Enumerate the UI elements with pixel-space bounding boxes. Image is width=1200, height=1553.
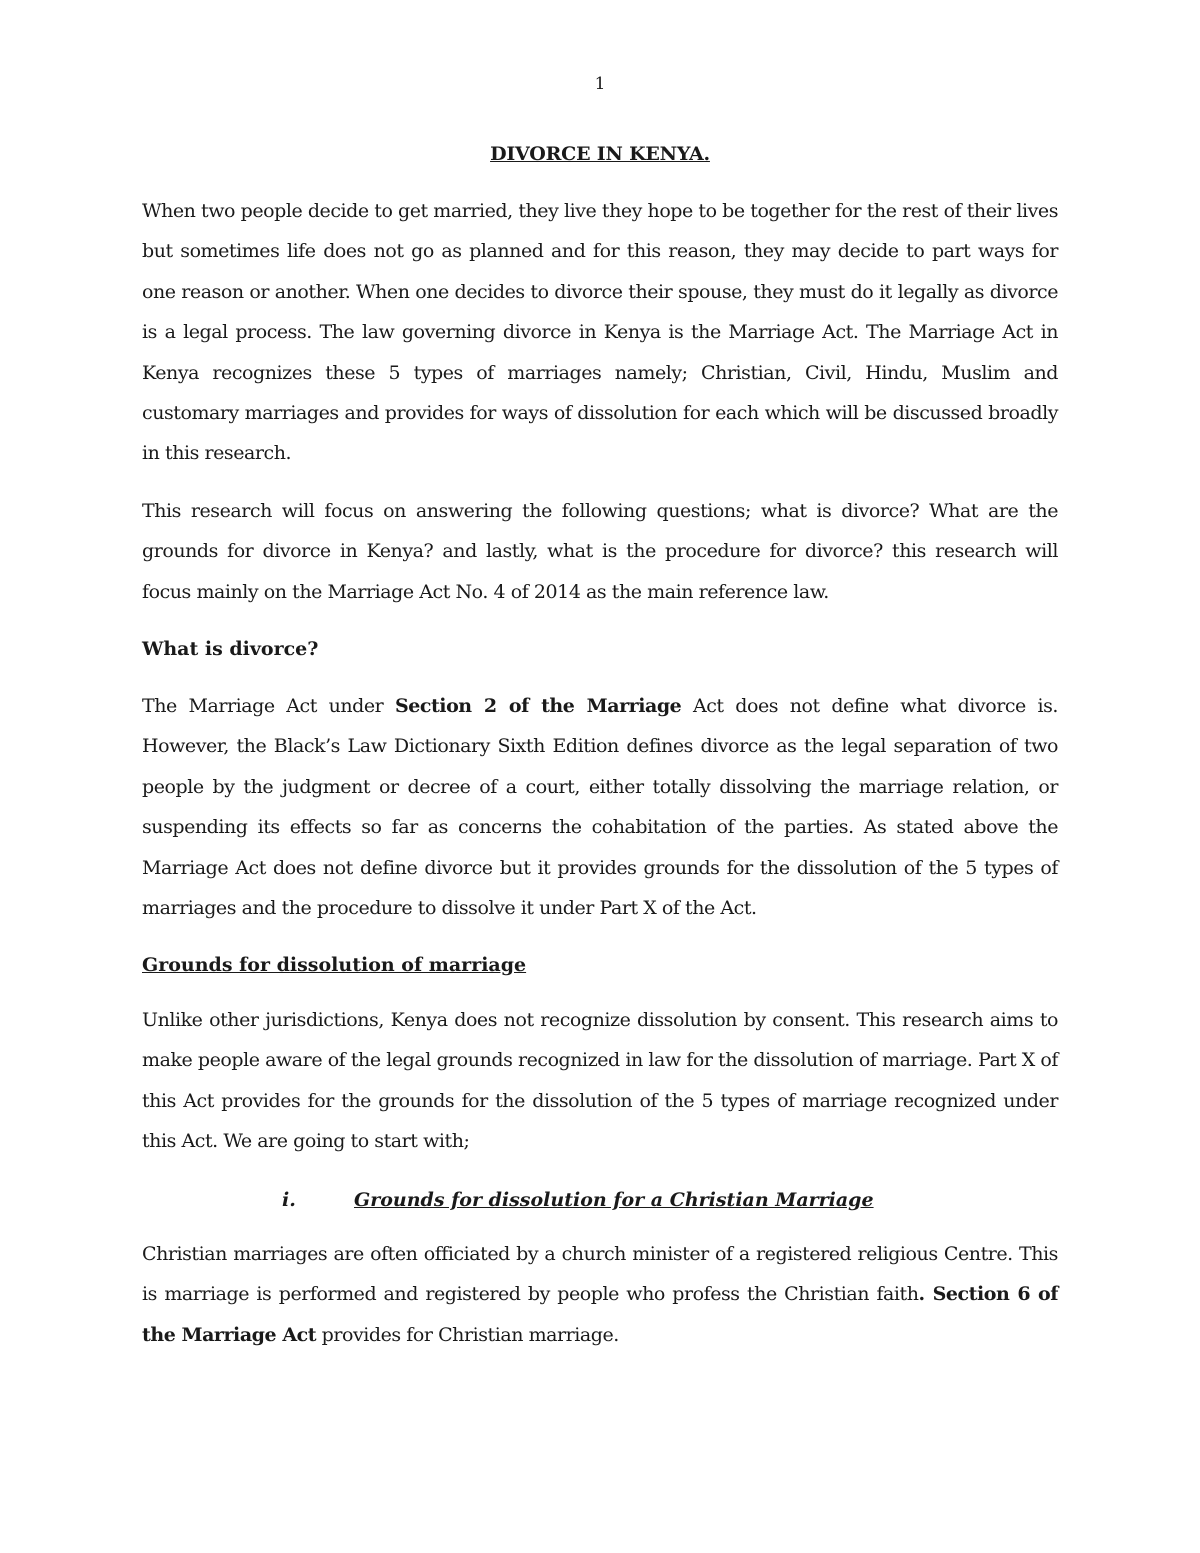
subheading-number: i.: [282, 1189, 296, 1211]
grounds-paragraph: Unlike other jurisdictions, Kenya does not recognize dissolution by consent. This research aims to make people aware of the legal grounds recognized in law for the dissolution of marriage. Part X of this Act provides for the grounds for the dissolution of the 5 types of marriage recognized under this Act. We are going to start with;: [142, 1009, 1058, 1153]
definition-paragraph: [142, 686, 1058, 928]
heading-grounds-for-dissolution: Grounds for dissolution of marriage: [142, 954, 527, 976]
definition-section-ref: Section 2 of the Marriage: [394, 695, 682, 717]
document-title: DIVORCE IN KENYA.: [490, 143, 710, 165]
christian-section-ref: . Section 6 of the Marriage Act: [142, 1283, 1059, 1346]
intro-paragraph: When two people decide to get married, they live they hope to be together for the rest of their lives but sometimes life does not go as planned and for this reason, they may decide to part ways for one reason or another. When one decides to divorce their spouse, they must do it legally as divorce is a legal process. The law governing divorce in Kenya is the Marriage Act. The Marriage Act in Kenya recognizes these 5 types of marriages namely; Christian, Civil, Hindu, Muslim and customary marriages and provides for ways of dissolution for each which will be discussed broadly in this research.: [142, 200, 1058, 465]
definition-text-end: Act does not define what divorce is. However, the Black’s Law Dictionary Sixth Edition defines divorce as the legal separation of two people by the judgment or decree of a court, either totally dissolving the marriage relation, or suspending its effects so far as concerns the cohabitation of the parties. As stated above the Marriage Act does not define divorce but it provides grounds for the dissolution of the 5 types of marriages and the procedure to dissolve it under Part X of the Act.: [142, 695, 1058, 920]
subheading-christian-marriage: [282, 1180, 1042, 1220]
definition-text-start: The Marriage Act under: [142, 695, 395, 717]
heading-what-is-divorce: What is divorce?: [142, 638, 319, 660]
christian-text-start: Christian marriages are often officiated by a church minister of a registered religious Centre. This is marriage is performed and registered by people who profess the Christian faith: [142, 1243, 1058, 1306]
christian-text-end: provides for Christian marriage.: [316, 1323, 619, 1346]
christian-paragraph: [142, 1234, 1058, 1355]
page-number: 1: [594, 74, 606, 94]
subheading-text: Grounds for dissolution for a Christian Marriage: [354, 1189, 874, 1211]
focus-paragraph: This research will focus on answering the following questions; what is divorce? What are the grounds for divorce in Kenya? and lastly, what is the procedure for divorce? this research will focus mainly on the Marriage Act No. 4 of 2014 as the main reference law.: [142, 500, 1058, 603]
